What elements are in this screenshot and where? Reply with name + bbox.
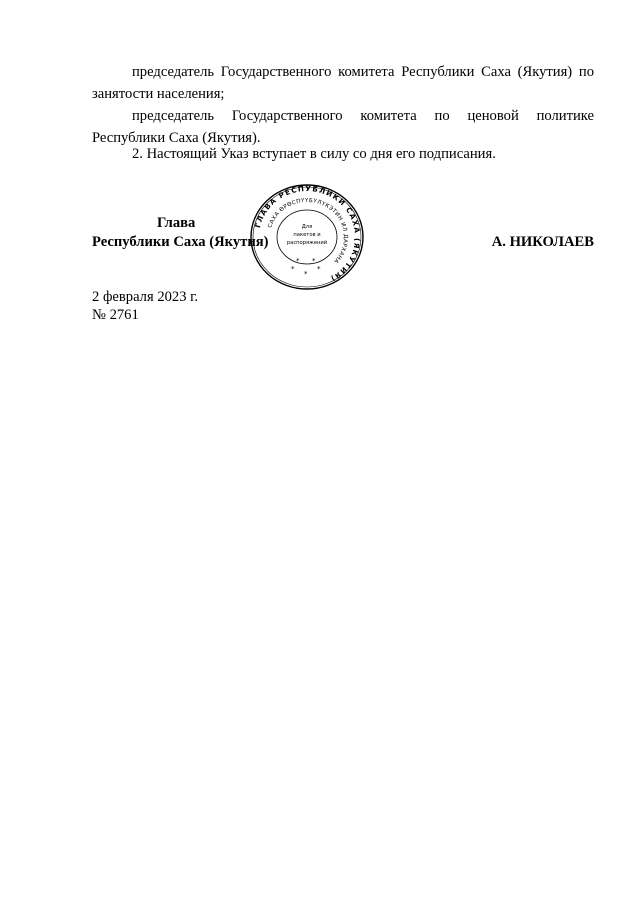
seal-outer-text: ГЛАВА РЕСПУБЛИКИ САХА (ЯКУТИЯ) [253, 183, 363, 284]
seal-center-line1: Для [301, 224, 313, 230]
paragraph-employment-committee: председатель Государственного комитета Республики Саха (Якутия) по занятости населения; [92, 64, 594, 102]
seal-star-inner-right: * [312, 257, 316, 265]
seal-center-line2: пакетов и [293, 232, 321, 238]
official-seal [248, 183, 366, 291]
seal-center-line3: распоряжений [286, 240, 328, 246]
paragraph-pricing-committee: председатель Государственного комитета по ценовой политике Республики Саха (Якутия). [92, 108, 594, 146]
document-number: № 2761 [92, 307, 139, 323]
signature-name: А. НИКОЛАЕВ [491, 234, 594, 250]
seal-star-inner-left: * [296, 257, 300, 265]
signature-organization: Республики Саха (Якутия) [92, 234, 269, 250]
seal-star-left: * [291, 265, 295, 273]
paragraph-effective-date: 2. Настоящий Указ вступает в силу со дня его подписания. [132, 146, 496, 162]
seal-star-center: * [304, 270, 308, 278]
signature-title: Глава [157, 215, 196, 231]
seal-inner-text: САХА ӨРӨСПҮҮБҮЛҮКЭТИН ИЛ ДАРХАНА [267, 197, 349, 265]
document-date: 2 февраля 2023 г. [92, 289, 199, 305]
seal-star-right: * [317, 265, 321, 273]
